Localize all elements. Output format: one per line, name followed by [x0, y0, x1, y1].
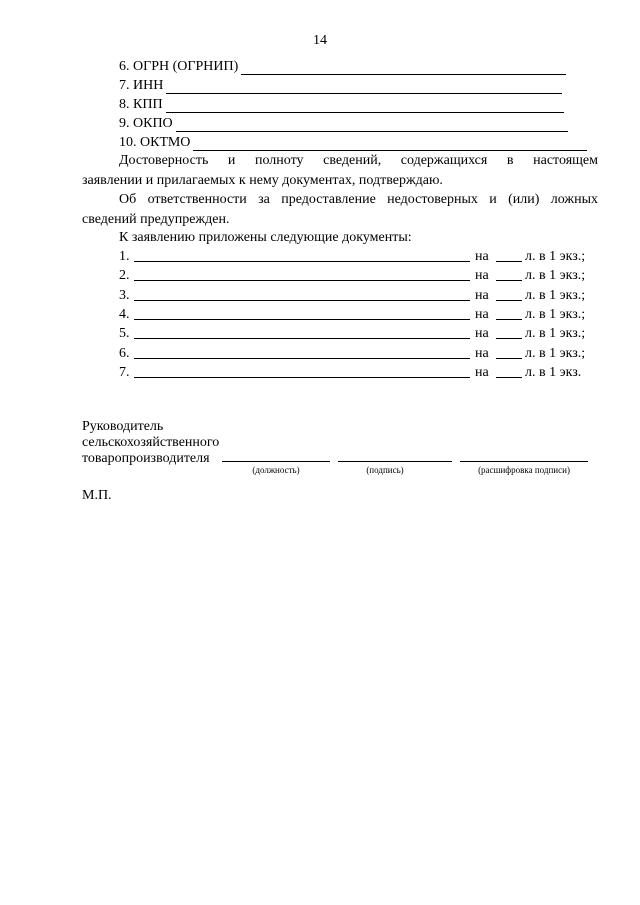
attachment-row — [119, 288, 594, 304]
stamp-place: М.П. — [82, 488, 112, 503]
field-ogrn-blank[interactable] — [241, 62, 566, 75]
attachment-copies-label: л. в 1 экз.; — [525, 326, 586, 341]
attachment-row — [119, 326, 594, 342]
signature-block — [82, 419, 219, 467]
attachment-copies-label: л. в 1 экз. — [525, 365, 582, 380]
attachment-name-blank[interactable] — [134, 358, 470, 359]
field-ogrn — [119, 59, 566, 75]
attachment-pages-blank[interactable] — [496, 338, 522, 339]
attachment-name-blank[interactable] — [134, 261, 470, 262]
accuracy-line-2: заявлении и прилагаемых к нему документах, подтверждаю. — [82, 173, 443, 188]
attachment-name-blank[interactable] — [134, 300, 470, 301]
attachment-na-label: на — [475, 249, 489, 264]
attachment-copies-label: л. в 1 экз.; — [525, 307, 586, 322]
field-kpp-label: 8. КПП — [119, 97, 163, 112]
attachment-na-label: на — [475, 268, 489, 283]
field-oktmo — [119, 135, 587, 151]
attachment-row — [119, 268, 594, 284]
field-okpo — [119, 116, 568, 132]
attachment-number: 3. — [119, 288, 130, 303]
attachment-name-blank[interactable] — [134, 280, 470, 281]
attachment-number: 1. — [119, 249, 130, 264]
signature-blank[interactable] — [338, 461, 452, 462]
field-inn-label: 7. ИНН — [119, 78, 164, 93]
responsibility-line-2: сведений предупрежден. — [82, 212, 230, 227]
attachment-na-label: на — [475, 346, 489, 361]
attachment-pages-blank[interactable] — [496, 261, 522, 262]
attachment-na-label: на — [475, 307, 489, 322]
attachment-pages-blank[interactable] — [496, 300, 522, 301]
attachment-row — [119, 365, 594, 381]
attachment-name-blank[interactable] — [134, 338, 470, 339]
field-okpo-label: 9. ОКПО — [119, 116, 173, 131]
field-inn-blank[interactable] — [166, 81, 562, 94]
field-inn — [119, 78, 562, 94]
attachment-number: 2. — [119, 268, 130, 283]
attachment-number: 5. — [119, 326, 130, 341]
attachment-copies-label: л. в 1 экз.; — [525, 288, 586, 303]
attachment-name-blank[interactable] — [134, 319, 470, 320]
attachment-na-label: на — [475, 365, 489, 380]
responsibility-line-1: Об ответственности за предоставление недостоверных и (или) ложных — [119, 192, 598, 207]
field-oktmo-blank[interactable] — [193, 138, 587, 151]
attachment-row — [119, 307, 594, 323]
attachment-pages-blank[interactable] — [496, 377, 522, 378]
page-number: 14 — [313, 33, 327, 48]
signature-caption: (подпись) — [366, 465, 404, 475]
name-decoding-caption: (расшифровка подписи) — [478, 465, 570, 475]
attachment-copies-label: л. в 1 экз.; — [525, 268, 586, 283]
attachments-intro: К заявлению приложены следующие документы: — [119, 230, 412, 245]
attachment-row — [119, 249, 594, 265]
accuracy-line-1: Достоверность и полноту сведений, содержащихся в настоящем — [119, 153, 598, 168]
attachment-pages-blank[interactable] — [496, 319, 522, 320]
attachment-copies-label: л. в 1 экз.; — [525, 249, 586, 264]
field-okpo-blank[interactable] — [176, 119, 568, 132]
attachment-number: 6. — [119, 346, 130, 361]
responsibility-statement — [82, 190, 598, 230]
attachment-copies-label: л. в 1 экз.; — [525, 346, 586, 361]
attachment-pages-blank[interactable] — [496, 280, 522, 281]
attachment-number: 4. — [119, 307, 130, 322]
signer-title-line-2: сельскохозяйственного — [82, 435, 220, 450]
field-kpp — [119, 97, 564, 113]
name-decoding-blank[interactable] — [460, 461, 588, 462]
position-caption: (должность) — [252, 465, 300, 475]
signer-title-line-3: товаропроизводителя — [82, 451, 210, 466]
attachment-number: 7. — [119, 365, 130, 380]
accuracy-statement — [82, 151, 598, 191]
attachment-na-label: на — [475, 288, 489, 303]
attachment-na-label: на — [475, 326, 489, 341]
field-kpp-blank[interactable] — [166, 100, 564, 113]
attachment-pages-blank[interactable] — [496, 358, 522, 359]
attachment-name-blank[interactable] — [134, 377, 470, 378]
position-blank[interactable] — [222, 461, 330, 462]
attachment-row — [119, 346, 594, 362]
field-ogrn-label: 6. ОГРН (ОГРНИП) — [119, 59, 239, 74]
field-oktmo-label: 10. ОКТМО — [119, 135, 191, 150]
signer-title-line-1: Руководитель — [82, 419, 164, 434]
